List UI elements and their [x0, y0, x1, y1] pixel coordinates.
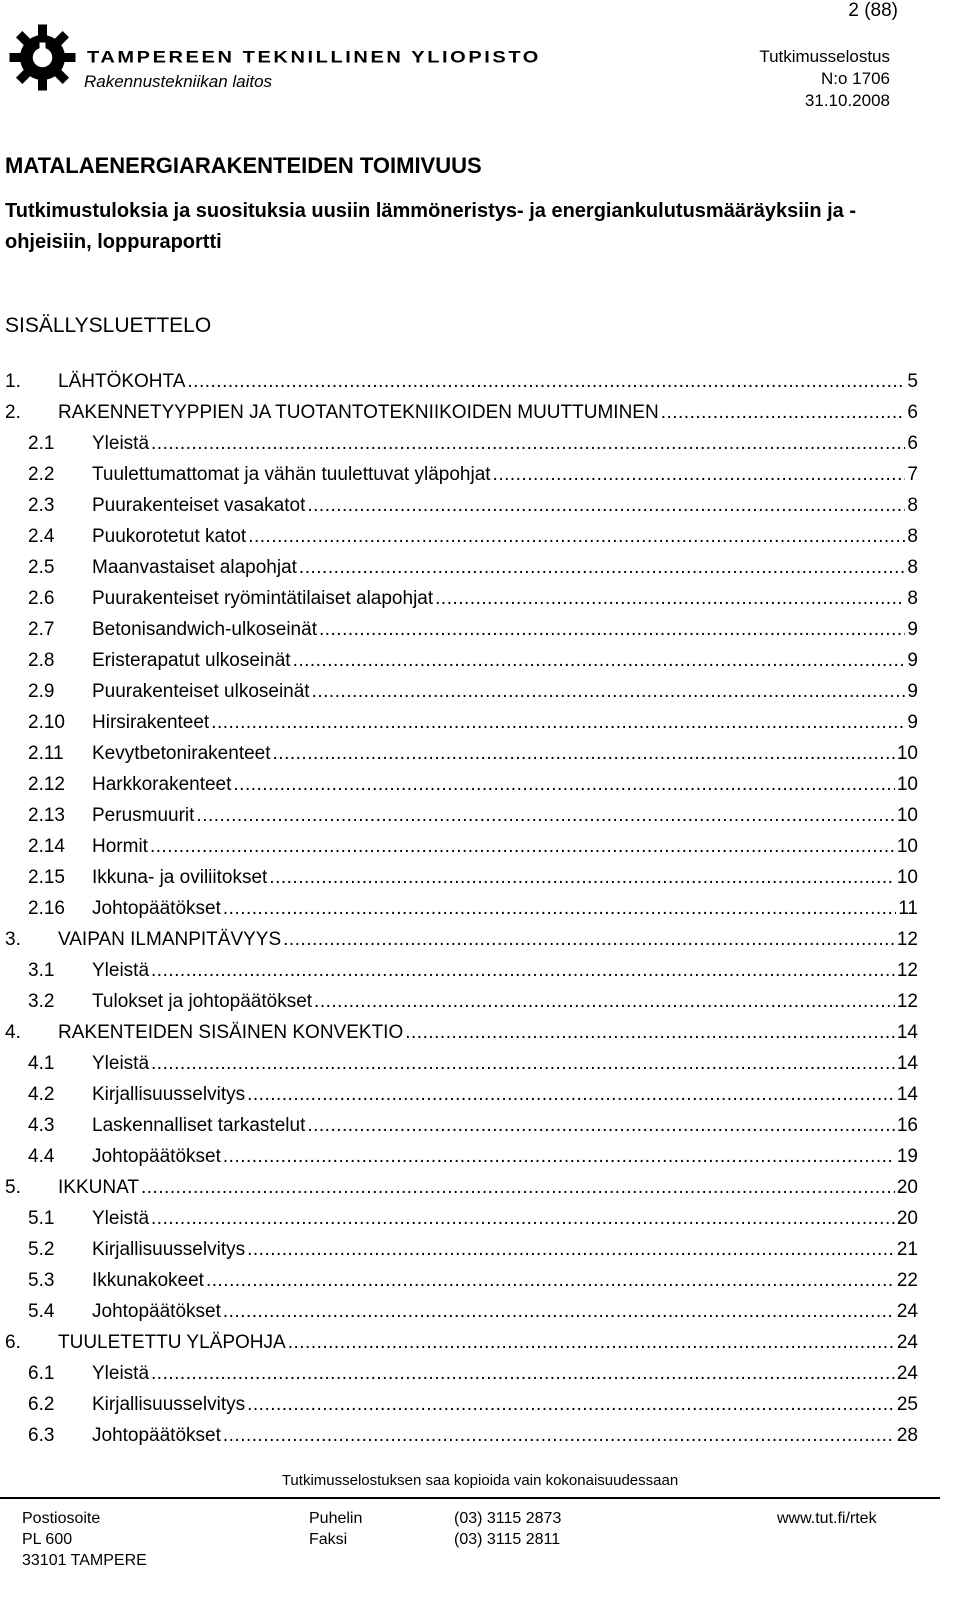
toc-entry-number: 1.	[5, 371, 21, 392]
toc-entry-page: 10	[896, 867, 918, 888]
toc-leader-dots	[187, 366, 905, 397]
toc-entry	[5, 645, 918, 676]
toc-entry-page: 9	[907, 681, 918, 702]
toc-entry-title: Kirjallisuusselvitys	[92, 1084, 246, 1105]
toc-entry-title: Hirsirakenteet	[92, 712, 210, 733]
toc-entry-number: 3.2	[28, 991, 55, 1012]
toc-leader-dots	[283, 924, 895, 955]
toc-entry	[5, 1048, 918, 1079]
toc-entry-title: Yleistä	[92, 433, 150, 454]
toc-leader-dots	[293, 645, 906, 676]
report-info	[759, 46, 890, 112]
toc-entry	[5, 1172, 918, 1203]
toc-entry	[5, 769, 918, 800]
toc-entry	[5, 1141, 918, 1172]
toc-entry-title: IKKUNAT	[58, 1177, 139, 1198]
toc-entry	[5, 1296, 918, 1327]
copy-note: Tutkimusselostuksen saa kopioida vain kokonaisuudessaan	[281, 1472, 679, 1489]
toc-entry	[5, 1265, 918, 1296]
toc-entry	[5, 1234, 918, 1265]
toc-entry	[5, 1017, 918, 1048]
toc-leader-dots	[141, 1172, 895, 1203]
toc-entry	[5, 366, 918, 397]
toc-leader-dots	[223, 1141, 895, 1172]
toc-entry-number: 2.16	[28, 898, 65, 919]
toc-entry-title: RAKENTEIDEN SISÄINEN KONVEKTIO	[58, 1022, 404, 1043]
toc-entry-title: Ikkuna- ja oviliitokset	[92, 867, 268, 888]
document-subtitle: Tutkimustuloksia ja suosituksia uusiin lämmöneristys- ja energiankulutusmääräyksiin ja -ohjeisiin, loppuraportti	[5, 200, 857, 253]
postal-city: 33101 TAMPERE	[22, 1552, 147, 1569]
toc-entry-title: Hormit	[92, 836, 148, 857]
postal-label: Postiosoite	[22, 1510, 101, 1527]
toc-entry-page: 14	[896, 1053, 918, 1074]
toc-entry	[5, 893, 918, 924]
toc-entry-number: 2.7	[28, 619, 55, 640]
toc-entry-page: 14	[896, 1084, 918, 1105]
toc-entry-number: 4.3	[28, 1115, 55, 1136]
footer-postal	[22, 1508, 147, 1571]
toc-entry-title: Yleistä	[92, 1208, 150, 1229]
toc-entry-title: Tulokset ja johtopäätökset	[92, 991, 313, 1012]
toc-entry-title: VAIPAN ILMANPITÄVYYS	[58, 929, 282, 950]
toc-entry-page: 9	[907, 650, 918, 671]
toc-entry-page: 9	[907, 712, 918, 733]
toc-entry	[5, 707, 918, 738]
toc-entry-number: 6.	[5, 1332, 21, 1353]
toc-entry	[5, 1327, 918, 1358]
toc-entry-page: 20	[896, 1177, 918, 1198]
toc-leader-dots	[314, 986, 895, 1017]
toc-entry-title: Puurakenteiset ulkoseinät	[92, 681, 310, 702]
toc-entry-page: 25	[896, 1394, 918, 1415]
footer-contact-numbers	[454, 1508, 561, 1550]
toc-entry	[5, 1110, 918, 1141]
toc-entry	[5, 955, 918, 986]
toc-entry-number: 4.1	[28, 1053, 55, 1074]
toc-entry-number: 2.	[5, 402, 21, 423]
toc-leader-dots	[312, 676, 906, 707]
toc-entry-title: Perusmuurit	[92, 805, 195, 826]
toc-entry-page: 19	[896, 1146, 918, 1167]
toc-entry-number: 2.3	[28, 495, 55, 516]
toc-entry-page: 8	[907, 557, 918, 578]
toc-entry	[5, 1203, 918, 1234]
toc-leader-dots	[319, 614, 905, 645]
toc-entry-page: 24	[896, 1363, 918, 1384]
postal-box: PL 600	[22, 1531, 73, 1548]
toc-entry-number: 2.14	[28, 836, 65, 857]
toc-entry-page: 8	[907, 588, 918, 609]
toc-entry	[5, 614, 918, 645]
toc-entry	[5, 1389, 918, 1420]
toc-leader-dots	[151, 1048, 895, 1079]
toc-leader-dots	[151, 955, 895, 986]
toc-entry	[5, 583, 918, 614]
toc-entry-title: Betonisandwich-ulkoseinät	[92, 619, 317, 640]
toc-entry-title: Johtopäätökset	[92, 898, 221, 919]
toc-leader-dots	[247, 1234, 895, 1265]
toc-entry-page: 12	[896, 991, 918, 1012]
toc-entry-title: Johtopäätökset	[92, 1146, 221, 1167]
fax-number: (03) 3115 2811	[454, 1531, 561, 1548]
toc-entry-title: Johtopäätökset	[92, 1301, 221, 1322]
toc-leader-dots	[206, 1265, 895, 1296]
toc-leader-dots	[151, 1203, 895, 1234]
toc-leader-dots	[248, 521, 905, 552]
toc-entry-number: 5.	[5, 1177, 21, 1198]
department-name: Rakennustekniikan laitos	[84, 72, 273, 91]
toc-leader-dots	[307, 490, 905, 521]
tut-gear-logo-icon	[5, 20, 80, 95]
toc-entry-page: 6	[907, 402, 918, 423]
toc-entry-page: 22	[896, 1270, 918, 1291]
toc-entry-number: 4.2	[28, 1084, 55, 1105]
toc-leader-dots	[273, 738, 895, 769]
table-of-contents	[5, 366, 918, 1451]
page-number: 2 (88)	[848, 0, 898, 21]
toc-entry-title: Eristerapatut ulkoseinät	[92, 650, 291, 671]
toc-entry-number: 2.11	[28, 743, 64, 764]
toc-leader-dots	[196, 800, 894, 831]
toc-leader-dots	[223, 893, 896, 924]
toc-entry-title: Puurakenteiset vasakatot	[92, 495, 306, 516]
toc-entry-page: 8	[907, 526, 918, 547]
website-link: www.tut.fi/rtek	[777, 1510, 877, 1527]
toc-entry-title: Puurakenteiset ryömintätilaiset alapohjat	[92, 588, 434, 609]
footer-website	[777, 1508, 877, 1529]
toc-entry-page: 7	[907, 464, 918, 485]
toc-entry-number: 2.1	[28, 433, 55, 454]
toc-entry-title: Ikkunakokeet	[92, 1270, 204, 1291]
toc-entry-number: 5.4	[28, 1301, 55, 1322]
toc-entry-title: Yleistä	[92, 960, 150, 981]
toc-entry-page: 24	[896, 1332, 918, 1353]
toc-entry-number: 3.	[5, 929, 21, 950]
toc-entry-page: 10	[896, 836, 918, 857]
toc-entry-page: 10	[896, 743, 918, 764]
toc-entry-number: 6.3	[28, 1425, 55, 1446]
toc-entry	[5, 397, 918, 428]
fax-label: Faksi	[309, 1531, 348, 1548]
toc-entry-number: 2.10	[28, 712, 65, 733]
toc-entry-title: Tuulettumattomat ja vähän tuulettuvat yläpohjat	[92, 464, 491, 485]
toc-entry-title: Kirjallisuusselvitys	[92, 1394, 246, 1415]
toc-entry-title: Johtopäätökset	[92, 1425, 221, 1446]
toc-entry-title: Yleistä	[92, 1363, 150, 1384]
toc-entry	[5, 924, 918, 955]
phone-label: Puhelin	[309, 1510, 363, 1527]
toc-entry	[5, 552, 918, 583]
toc-leader-dots	[307, 1110, 895, 1141]
toc-entry-page: 6	[907, 433, 918, 454]
toc-entry-page: 10	[896, 805, 918, 826]
toc-entry-page: 9	[907, 619, 918, 640]
toc-entry	[5, 1420, 918, 1451]
toc-leader-dots	[405, 1017, 895, 1048]
toc-leader-dots	[299, 552, 906, 583]
toc-entry-page: 5	[907, 371, 918, 392]
toc-entry-title: Maanvastaiset alapohjat	[92, 557, 297, 578]
toc-entry-number: 2.2	[28, 464, 55, 485]
report-date: 31.10.2008	[804, 91, 890, 110]
toc-entry	[5, 831, 918, 862]
toc-entry-page: 28	[896, 1425, 918, 1446]
toc-leader-dots	[247, 1079, 895, 1110]
toc-entry-page: 10	[896, 774, 918, 795]
toc-leader-dots	[211, 707, 905, 738]
toc-entry	[5, 676, 918, 707]
toc-entry-title: LÄHTÖKOHTA	[58, 371, 186, 392]
document-title: MATALAENERGIARAKENTEIDEN TOIMIVUUS	[5, 153, 482, 178]
toc-entry-number: 2.15	[28, 867, 65, 888]
toc-leader-dots	[269, 862, 895, 893]
toc-entry-number: 5.1	[28, 1208, 55, 1229]
toc-entry-number: 2.5	[28, 557, 55, 578]
toc-entry-number: 2.9	[28, 681, 55, 702]
toc-entry-page: 8	[907, 495, 918, 516]
toc-entry-number: 6.1	[28, 1363, 55, 1384]
toc-entry-number: 2.8	[28, 650, 55, 671]
toc-leader-dots	[233, 769, 894, 800]
toc-entry-page: 14	[896, 1022, 918, 1043]
toc-leader-dots	[435, 583, 905, 614]
toc-entry-number: 5.2	[28, 1239, 55, 1260]
footer-contact-labels	[309, 1508, 362, 1550]
toc-entry	[5, 800, 918, 831]
report-type: Tutkimusselostus	[759, 47, 890, 66]
toc-entry	[5, 738, 918, 769]
toc-leader-dots	[288, 1327, 895, 1358]
toc-entry-number: 2.4	[28, 526, 55, 547]
institution-name: TAMPEREEN TEKNILLINEN YLIOPISTO	[87, 48, 541, 67]
toc-entry-page: 11	[898, 898, 918, 919]
toc-entry-number: 2.6	[28, 588, 55, 609]
toc-leader-dots	[247, 1389, 895, 1420]
toc-entry	[5, 428, 918, 459]
toc-entry-number: 4.	[5, 1022, 21, 1043]
toc-entry-page: 21	[896, 1239, 918, 1260]
footer-divider	[0, 1497, 940, 1499]
toc-leader-dots	[151, 1358, 895, 1389]
toc-entry	[5, 1079, 918, 1110]
toc-entry-title: TUULETETTU YLÄPOHJA	[58, 1332, 286, 1353]
toc-entry	[5, 862, 918, 893]
toc-entry-page: 24	[896, 1301, 918, 1322]
toc-leader-dots	[493, 459, 906, 490]
toc-entry-title: Kirjallisuusselvitys	[92, 1239, 246, 1260]
toc-heading: SISÄLLYSLUETTELO	[5, 314, 212, 337]
toc-entry-title: Puukorotetut katot	[92, 526, 247, 547]
toc-entry-number: 2.12	[28, 774, 65, 795]
toc-entry-number: 6.2	[28, 1394, 55, 1415]
toc-entry-number: 2.13	[28, 805, 65, 826]
toc-entry	[5, 459, 918, 490]
toc-entry	[5, 986, 918, 1017]
toc-entry-page: 16	[896, 1115, 918, 1136]
toc-entry-page: 12	[896, 929, 918, 950]
toc-entry	[5, 490, 918, 521]
toc-entry-title: Harkkorakenteet	[92, 774, 232, 795]
toc-entry-title: Kevytbetonirakenteet	[92, 743, 271, 764]
toc-leader-dots	[661, 397, 906, 428]
toc-leader-dots	[223, 1420, 895, 1451]
toc-entry-page: 20	[896, 1208, 918, 1229]
toc-leader-dots	[223, 1296, 895, 1327]
report-number: N:o 1706	[821, 69, 890, 88]
toc-entry	[5, 1358, 918, 1389]
toc-entry	[5, 521, 918, 552]
phone-number: (03) 3115 2873	[454, 1510, 562, 1527]
toc-entry-number: 4.4	[28, 1146, 55, 1167]
toc-entry-page: 12	[896, 960, 918, 981]
toc-entry-number: 5.3	[28, 1270, 55, 1291]
toc-entry-title: Laskennalliset tarkastelut	[92, 1115, 306, 1136]
toc-entry-title: Yleistä	[92, 1053, 150, 1074]
toc-leader-dots	[150, 831, 895, 862]
toc-entry-number: 3.1	[28, 960, 55, 981]
toc-entry-title: RAKENNETYYPPIEN JA TUOTANTOTEKNIIKOIDEN MUUTTUMINEN	[58, 402, 659, 423]
toc-leader-dots	[151, 428, 905, 459]
